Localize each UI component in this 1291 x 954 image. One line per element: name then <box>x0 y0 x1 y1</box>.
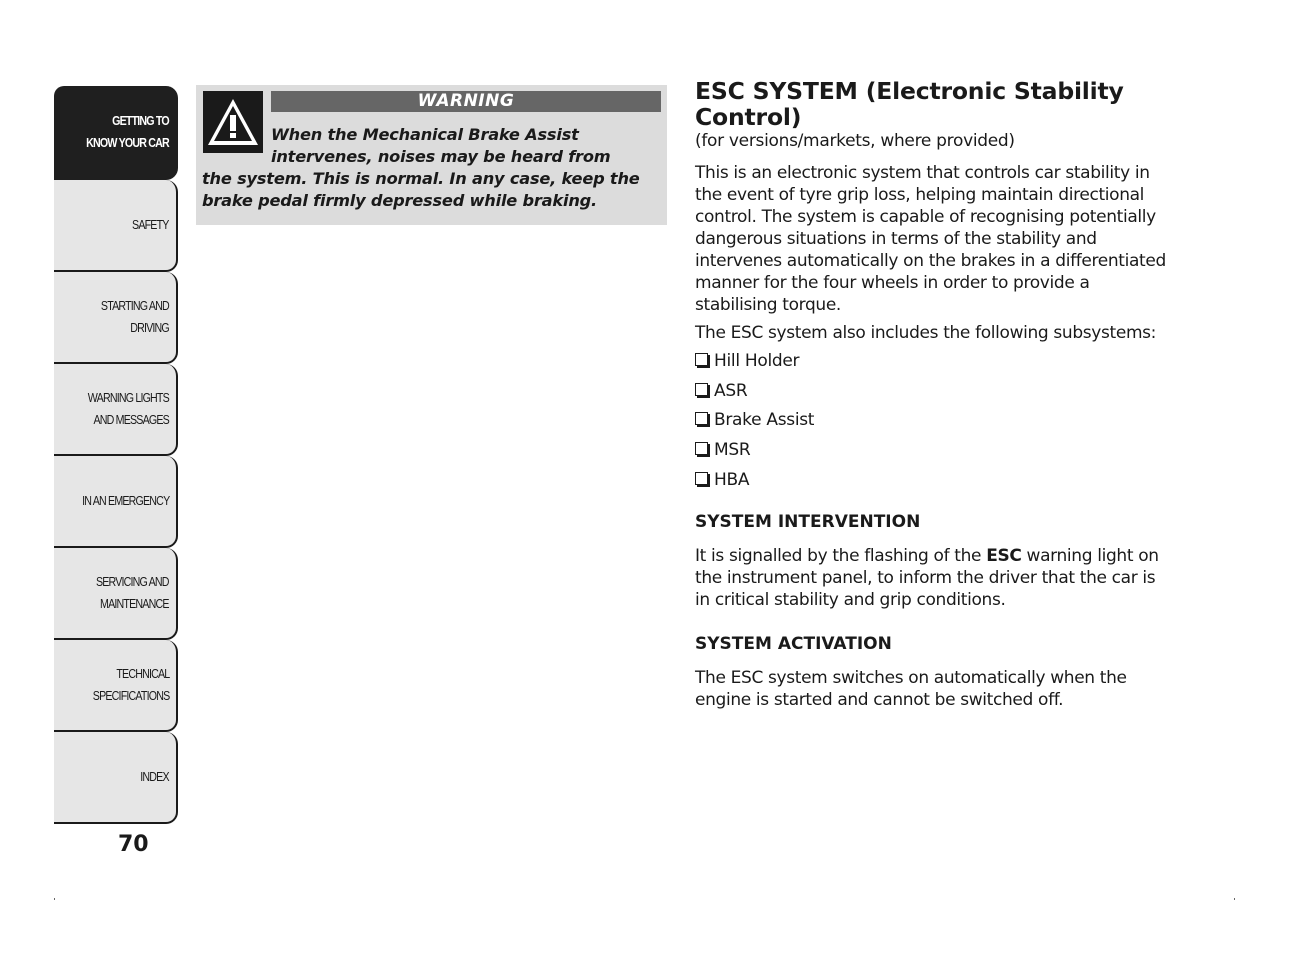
tab-label: INDEX <box>140 769 169 784</box>
intervention-text-end: warning light on the instrument panel, to inform the driver that the car is in critical stability and grip conditions. <box>695 545 1159 610</box>
warning-line: intervenes, noises may be heard from <box>271 147 611 166</box>
list-item <box>695 439 1175 461</box>
warning-line: the system. This is normal. In any case, keep the <box>202 169 640 188</box>
subsystem-list <box>695 350 1175 491</box>
list-item <box>695 469 1175 491</box>
intervention-text-start: It is signalled by the flashing of the <box>695 545 987 566</box>
page-title: ESC SYSTEM (Electronic Stability Control) <box>695 77 1124 131</box>
tab-label: WARNING LIGHTS AND MESSAGES <box>87 390 169 427</box>
tab-starting-and-driving[interactable] <box>54 272 178 364</box>
list-item <box>695 409 1175 431</box>
list-item-label: Brake Assist <box>714 410 815 431</box>
tab-index[interactable] <box>54 732 178 824</box>
activation-paragraph: The ESC system switches on automatically when the engine is started and cannot be switched off. <box>695 667 1127 710</box>
warning-line: brake pedal firmly depressed while braking. <box>202 191 597 210</box>
tab-warning-lights-and-messages[interactable] <box>54 364 178 456</box>
tab-label: GETTING TO KNOW YOUR CAR <box>86 113 169 150</box>
tab-servicing-and-maintenance[interactable] <box>54 548 178 640</box>
checkbox-bullet-icon <box>695 353 708 366</box>
list-item-label: Hill Holder <box>714 351 800 371</box>
crop-mark <box>1234 898 1235 900</box>
tab-safety[interactable] <box>54 180 178 272</box>
main-content <box>695 78 1175 717</box>
list-item <box>695 380 1175 402</box>
tab-label: STARTING AND DRIVING <box>101 298 169 335</box>
chapter-sidebar <box>54 86 178 824</box>
page-subtitle: (for versions/markets, where provided) <box>695 131 1015 151</box>
tab-label: SERVICING AND MAINTENANCE <box>96 574 169 611</box>
warning-box <box>196 85 667 225</box>
warning-text <box>202 124 662 212</box>
tab-label: TECHNICAL SPECIFICATIONS <box>92 666 169 703</box>
section-heading-intervention: SYSTEM INTERVENTION <box>695 511 921 532</box>
intro-paragraph: This is an electronic system that controls car stability in the event of tyre grip loss, helping maintain directional control. The system is capable of recognising potentially dangerous situations in terms of the stability and intervenes automatically on the brakes in a differentiated manner for the four wheels in order to provide a stabilising torque. <box>695 163 1166 315</box>
esc-label: ESC <box>986 545 1022 566</box>
list-item-label: ASR <box>714 380 748 401</box>
list-item-label: HBA <box>714 469 750 490</box>
warning-header: WARNING <box>271 91 661 112</box>
tab-getting-to-know-your-car[interactable] <box>54 86 178 180</box>
crop-mark <box>54 898 55 900</box>
list-item-label: MSR <box>714 440 751 461</box>
tab-technical-specifications[interactable] <box>54 640 178 732</box>
tab-label: SAFETY <box>132 217 169 232</box>
page-number: 70 <box>118 832 149 857</box>
tab-in-an-emergency[interactable] <box>54 456 178 548</box>
checkbox-bullet-icon <box>695 412 708 425</box>
checkbox-bullet-icon <box>695 442 708 455</box>
section-heading-activation: SYSTEM ACTIVATION <box>695 633 892 654</box>
checkbox-bullet-icon <box>695 383 708 396</box>
tab-label: IN AN EMERGENCY <box>81 493 169 508</box>
subsystems-intro: The ESC system also includes the following subsystems: <box>695 323 1157 343</box>
list-item <box>695 350 1175 372</box>
checkbox-bullet-icon <box>695 472 708 485</box>
intervention-paragraph <box>695 545 1175 611</box>
warning-line: When the Mechanical Brake Assist <box>271 125 579 144</box>
